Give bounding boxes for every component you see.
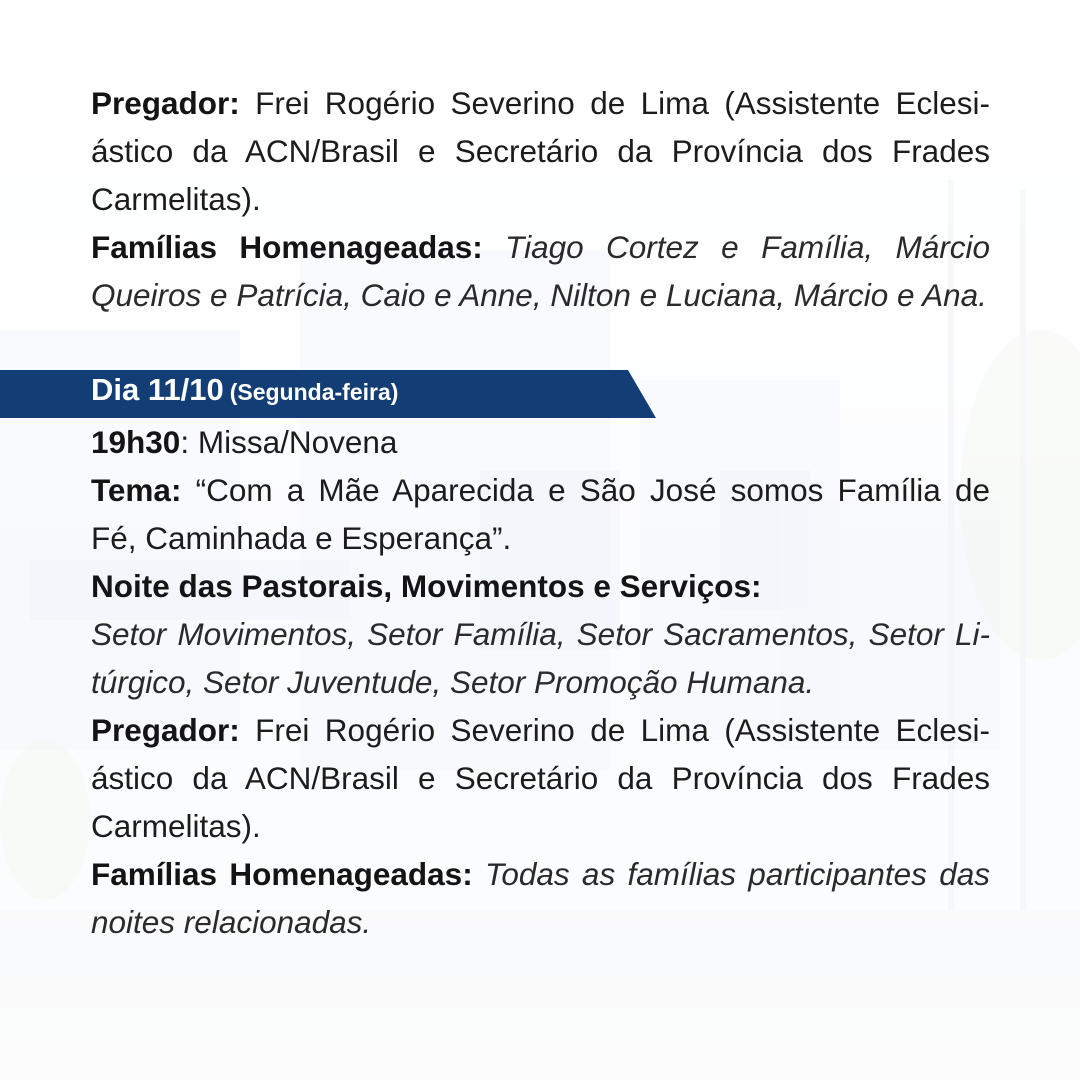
noite-text: Setor Movimentos, Setor Família, Setor Sacramentos, Setor Litúrgico, Setor Juventude, Setor Promoção Humana.: [91, 616, 990, 700]
noite-heading: [91, 562, 990, 610]
time-paragraph: [91, 418, 990, 466]
banner-weekday: (Segunda-feira): [229, 379, 399, 405]
pregador-label: Pregador:: [91, 85, 240, 121]
tema-paragraph: [91, 466, 990, 562]
familias-paragraph-2: [91, 850, 990, 946]
familias-text: Tiago Cortez e Família, Márcio Queiros e Patrícia, Caio e Anne, Nilton e Luciana, Márcio e Ana.: [91, 229, 990, 313]
banner-day: Dia 11/10: [91, 372, 224, 407]
noite-paragraph: [91, 610, 990, 706]
time-text: : Missa/Novena: [180, 424, 398, 460]
day-banner-text: [91, 372, 398, 408]
familias-label: Famílias Homenageadas:: [91, 856, 473, 892]
pregador-label: Pregador:: [91, 712, 240, 748]
pregador-text: Frei Rogério Severino de Lima (Assistente Eclesiástico da ACN/Brasil e Secretário da Província dos Frades Carmelitas).: [91, 85, 990, 217]
pregador-paragraph-1: [91, 79, 990, 223]
familias-text: Todas as famílias participantes das noites relacionadas.: [91, 856, 990, 940]
pregador-text: Frei Rogério Severino de Lima (Assistente Eclesiástico da ACN/Brasil e Secretário da Província dos Frades Carmelitas).: [91, 712, 990, 844]
tema-label: Tema:: [91, 472, 182, 508]
familias-label: Famílias Homenageadas:: [91, 229, 483, 265]
familias-paragraph-1: [91, 223, 990, 319]
noite-label: Noite das Pastorais, Movimentos e Serviços:: [91, 568, 762, 604]
pregador-paragraph-2: [91, 706, 990, 850]
time-label: 19h30: [91, 424, 181, 460]
tema-text: “Com a Mãe Aparecida e São José somos Família de Fé, Caminhada e Esperança”.: [91, 472, 990, 556]
